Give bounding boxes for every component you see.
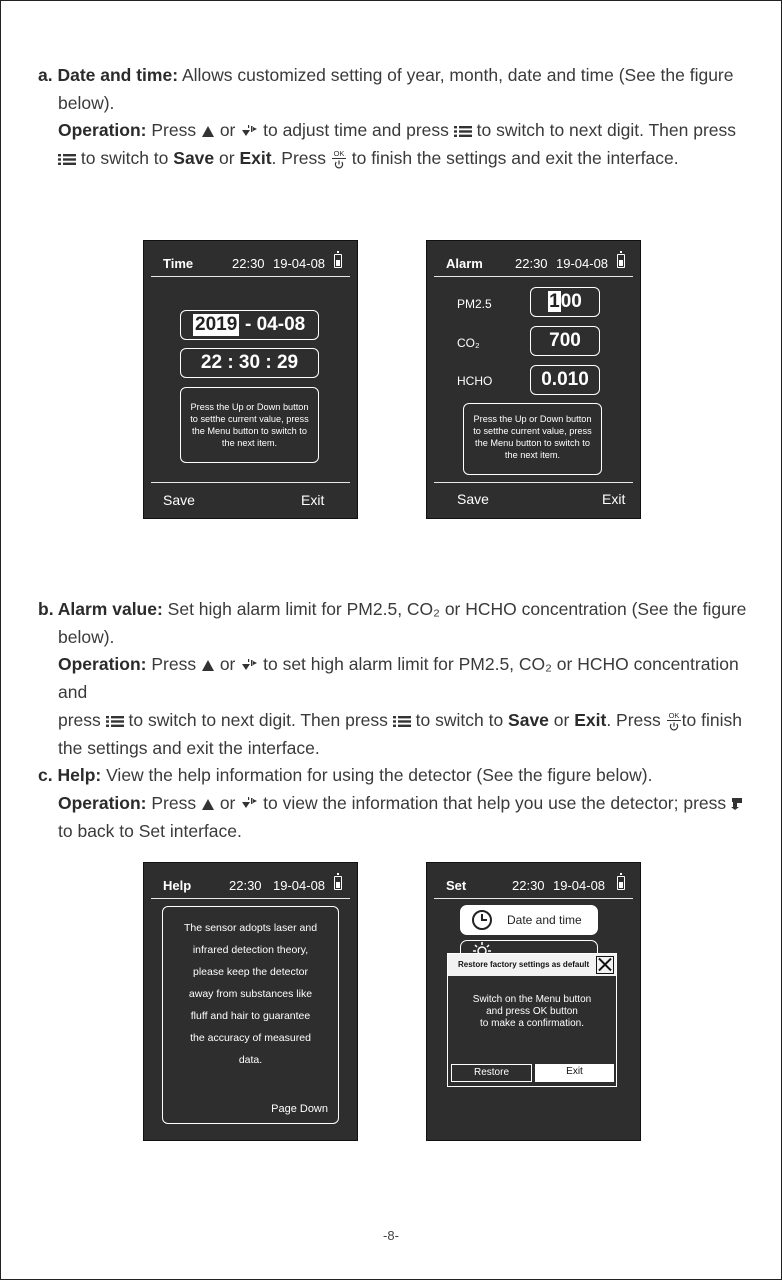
restore-button[interactable]: Restore: [451, 1064, 532, 1082]
help-line: infrared detection theory,: [192, 944, 309, 956]
hint-box: [180, 387, 319, 463]
help-body: [163, 907, 338, 1071]
menu-item-date-time[interactable]: [460, 905, 598, 935]
screen-title: Set: [446, 878, 467, 893]
battery-icon: [334, 254, 342, 268]
op-text: or: [214, 792, 241, 813]
down-arrow-icon: [240, 796, 258, 812]
save-word: Save: [173, 148, 215, 169]
hint-line: to setthe current value, press: [190, 414, 309, 424]
op-text: Press: [146, 120, 201, 141]
section-a-text: Allows customized setting of year, month, date and time (See the figure: [178, 65, 734, 85]
up-triangle-icon: [201, 798, 215, 811]
section-b-line1: [38, 596, 758, 624]
menu-item-brightness[interactable]: [460, 940, 598, 954]
clock: 22:30: [232, 256, 265, 271]
op-text: or: [214, 148, 240, 169]
clock: 22:30: [229, 878, 262, 893]
menu-list-icon: [393, 715, 411, 728]
alarm-screen: [426, 240, 641, 519]
screen-title: Time: [163, 256, 194, 271]
screen-header: [427, 876, 640, 896]
exit-word: Exit: [574, 709, 607, 730]
op-text: to finish: [681, 709, 742, 730]
op-text: press: [58, 709, 106, 730]
section-a-op2: [38, 145, 758, 173]
divider: [434, 898, 633, 899]
date: 19-04-08: [273, 878, 326, 893]
hcho-label: HCHO: [457, 374, 493, 388]
co2-field[interactable]: 700: [530, 326, 600, 356]
back-icon: [731, 797, 743, 811]
save-button[interactable]: Save: [457, 491, 489, 507]
op-text: . Press: [606, 709, 666, 730]
section-b-text2: below).: [58, 626, 115, 647]
help-line: away from substances like: [188, 988, 313, 1000]
pm25-field[interactable]: [530, 287, 600, 317]
hint-line: Press the Up or Down button: [190, 402, 309, 412]
battery-icon: [617, 876, 625, 890]
operation-label: Operation:: [58, 654, 147, 675]
dialog-line: and press OK button: [486, 1006, 578, 1017]
date-value: - 04-08: [245, 314, 306, 335]
op-text: . Press: [271, 148, 331, 169]
menu-item-label: Date and time: [507, 913, 582, 927]
date: 19-04-08: [553, 878, 606, 893]
help-line: the accuracy of measured: [190, 1032, 311, 1044]
menu-list-icon: [106, 715, 124, 728]
menu-list-icon: [454, 125, 472, 138]
divider: [151, 898, 350, 899]
dialog-body: [448, 994, 616, 1030]
op-text: or: [548, 709, 575, 730]
divider: [434, 276, 633, 277]
down-arrow-icon: [240, 124, 258, 140]
exit-button[interactable]: Exit: [301, 492, 325, 508]
dialog-line: Switch on the Menu button: [472, 994, 592, 1005]
section-a: [38, 62, 758, 173]
hint-line: Press the Up or Down button: [473, 414, 592, 424]
section-b-label: b. Alarm value:: [38, 599, 163, 619]
op-text: Press: [146, 792, 201, 813]
date: 19-04-08: [273, 256, 326, 271]
down-arrow-icon: [240, 658, 258, 674]
op-text: to switch to: [410, 709, 509, 730]
set-screen: [426, 862, 641, 1141]
op-text: to view the information that help you use the detector; press: [258, 792, 732, 813]
save-button[interactable]: Save: [163, 492, 195, 508]
up-triangle-icon: [201, 125, 215, 138]
screen-header: [144, 254, 357, 274]
battery-icon: [334, 876, 342, 890]
section-c-line1: [38, 762, 758, 790]
screen-header: [144, 876, 357, 896]
battery-icon: [617, 254, 625, 268]
section-a-line1: [38, 62, 758, 90]
exit-button[interactable]: Exit: [602, 491, 626, 507]
time-field[interactable]: [180, 348, 319, 378]
help-line: data.: [238, 1054, 263, 1066]
op-text: to switch to: [76, 148, 174, 169]
ok-power-icon: [331, 148, 347, 170]
op-text: or: [214, 120, 241, 141]
menu-list-icon: [58, 153, 76, 166]
close-icon[interactable]: [596, 956, 614, 974]
date-field[interactable]: [180, 310, 319, 340]
operation-label: Operation:: [58, 120, 147, 141]
year-value: 2019: [195, 314, 238, 335]
section-c-op2: to back to Set interface.: [58, 820, 242, 841]
help-screen: [143, 862, 358, 1141]
section-c-text: View the help information for using the detector (See the figure below).: [101, 765, 653, 786]
dialog-title: Restore factory settings as default: [458, 960, 590, 969]
exit-button[interactable]: Exit: [535, 1064, 614, 1082]
page-number: -8-: [383, 1228, 399, 1243]
up-triangle-icon: [201, 659, 215, 672]
op-text: Press: [146, 654, 201, 675]
clock: 22:30: [515, 256, 548, 271]
co2-label: CO₂: [457, 336, 480, 350]
help-line: The sensor adopts laser and: [183, 922, 318, 934]
screen-title: Alarm: [446, 256, 483, 271]
time-value: 22 : 30 : 29: [200, 352, 299, 373]
op-text: to adjust time and press: [258, 120, 454, 141]
clock-icon: [471, 909, 493, 931]
section-a-label: a. Date and time:: [38, 65, 179, 85]
operation-label: Operation:: [58, 792, 147, 813]
hcho-field[interactable]: 0.010: [530, 365, 600, 395]
svg-text:OK: OK: [333, 149, 345, 159]
save-word: Save: [508, 709, 549, 730]
pm25-digit-selected: 1: [549, 291, 560, 312]
help-text-box: [162, 906, 339, 1124]
hint-box: [463, 403, 602, 475]
op-text: to switch to next digit. Then press: [123, 709, 393, 730]
svg-text:OK: OK: [668, 711, 680, 721]
op-text: to switch to next digit. Then press: [471, 120, 737, 141]
op-text: to finish the settings and exit the interface.: [346, 148, 679, 169]
section-c-label: c. Help:: [38, 765, 102, 786]
hint-line: the Menu button to switch to: [192, 426, 307, 436]
section-c-op1: [38, 790, 758, 818]
hint-line: the next item.: [504, 450, 561, 460]
section-a-op1: [38, 117, 758, 145]
page-down-button[interactable]: Page Down: [271, 1103, 328, 1115]
pm25-label: PM2.5: [457, 297, 492, 311]
hint-line: to setthe current value, press: [473, 426, 592, 436]
help-line: fluff and hair to guarantee: [190, 1010, 311, 1022]
dialog-header: [448, 954, 616, 976]
restore-dialog: [447, 953, 617, 1087]
divider: [151, 276, 350, 277]
section-b-op1: [38, 651, 758, 706]
clock: 22:30: [512, 878, 545, 893]
section-b-op3: the settings and exit the interface.: [58, 737, 320, 758]
screen-title: Help: [163, 878, 192, 893]
pm25-digits: 00: [560, 291, 582, 312]
ok-power-icon: [666, 710, 682, 732]
section-a-text2: below).: [58, 92, 115, 113]
divider: [434, 482, 633, 483]
op-text: to set high alarm limit for PM2.5, CO₂ or HCHO concentration and: [58, 654, 739, 703]
date: 19-04-08: [556, 256, 609, 271]
help-line: please keep the detector: [193, 966, 308, 978]
op-text: or: [214, 654, 241, 675]
section-b-op2: [38, 707, 758, 735]
divider: [151, 482, 350, 483]
exit-word: Exit: [239, 148, 272, 169]
section-b: [38, 596, 758, 845]
dialog-line: to make a confirmation.: [480, 1018, 584, 1029]
screen-header: [427, 254, 640, 274]
time-screen: [143, 240, 358, 519]
section-b-text: Set high alarm limit for PM2.5, CO₂ or HCHO concentration (See the figure: [162, 599, 747, 619]
hint-line: the next item.: [221, 438, 278, 448]
hint-line: the Menu button to switch to: [475, 438, 590, 448]
